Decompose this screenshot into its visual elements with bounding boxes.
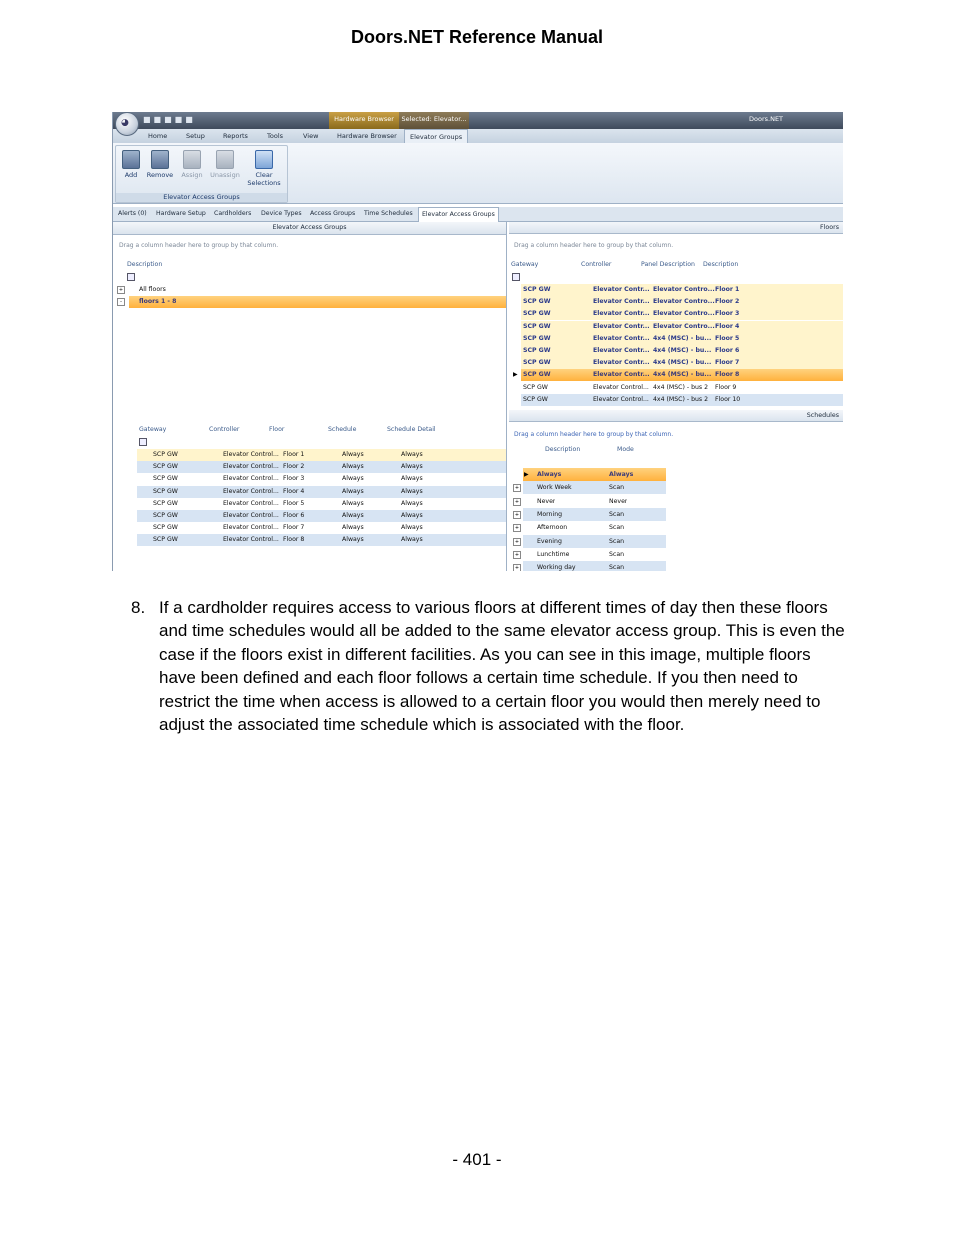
context-tab-selected[interactable]: Selected: Elevator... [399,112,469,129]
tab-cardholders[interactable]: Cardholders [214,210,252,217]
detail-column-header[interactable]: Floor [269,426,285,433]
schedule-cell: Evening [537,537,562,545]
expand-icon[interactable]: + [514,551,520,558]
detail-column-header[interactable]: Schedule [328,426,357,433]
floor-cell: Elevator Contr... [593,359,650,367]
floor-cell: Floor 6 [715,347,740,354]
schedule-row[interactable] [523,481,666,494]
detail-cell: Floor 5 [283,499,305,507]
group-row-all-floors[interactable] [113,284,506,296]
detail-cell: Floor 2 [283,463,305,471]
floors-title: Floors [509,222,843,234]
floor-cell: Floor 8 [715,371,740,379]
tab-device-types[interactable]: Device Types [261,210,302,217]
floor-cell: Elevator Contr... [593,286,650,293]
expand-icon[interactable]: + [514,498,520,505]
schedules-column-header[interactable]: Mode [617,446,634,453]
floor-cell: SCP GW [523,347,551,354]
detail-cell: Always [401,475,423,483]
detail-cell: Elevator Control... [223,512,279,519]
floor-cell: Elevator Contr... [593,310,650,318]
floor-cell: 4x4 (MSC) - bu... [653,371,712,379]
schedule-cell: Scan [609,524,625,532]
group-row-floors-1-8[interactable] [129,296,506,308]
filter-icon[interactable] [512,273,520,281]
assign-label: Assign [181,171,203,179]
tab-elevator-access-groups[interactable]: Elevator Access Groups [418,207,499,222]
schedule-row[interactable] [523,508,666,521]
detail-cell: Always [342,536,364,544]
schedule-cell: Work Week [537,484,572,492]
floor-row[interactable] [521,369,843,381]
detail-row[interactable] [137,486,506,498]
detail-cell: Always [401,499,423,507]
floor-row[interactable] [521,308,843,320]
paragraph-text: If a cardholder requires access to various floors at different times of day then these floors and time schedules would all be added to the same elevator access group. This is even the case if the floors exist in different facilities. As you can see in this image, multiple floors have been defined and each floor follows a certain time schedule. If you then need to restrict the time when access is allowed to a certain floor you would then merely need to adjust the associated time schedule which is associated with the floor. [159,598,845,735]
floor-cell: Floor 2 [715,298,740,306]
floor-cell: 4x4 (MSC) - bus 2 [653,395,709,403]
clear-selections-button[interactable] [246,148,282,187]
detail-cell: Always [342,512,364,519]
detail-cell: Always [342,524,364,532]
floor-cell: Elevator Control... [593,395,649,403]
floor-cell: Floor 7 [715,359,740,367]
expand-icon[interactable]: + [514,538,520,545]
floor-cell: SCP GW [523,286,551,293]
detail-cell: SCP GW [153,524,178,532]
tab-reports[interactable]: Reports [223,132,248,140]
floor-row[interactable] [521,296,843,308]
detail-cell: Elevator Control... [223,487,279,495]
schedule-row[interactable] [523,535,666,548]
floor-cell: SCP GW [523,383,548,391]
detail-cell: Always [401,451,423,458]
app-orb-button[interactable] [115,112,139,136]
detail-cell: SCP GW [153,463,178,471]
detail-cell: Elevator Control... [223,463,279,471]
detail-cell: SCP GW [153,512,178,519]
detail-cell: Elevator Control... [223,475,279,483]
floors-schedules-panel [509,222,843,571]
detail-row[interactable] [137,498,506,510]
floor-cell: SCP GW [523,359,551,367]
detail-row[interactable] [137,510,506,522]
schedule-cell: Always [609,471,634,478]
tab-hardware-setup[interactable]: Hardware Setup [156,210,206,217]
detail-row[interactable] [137,449,506,461]
floors-column-header[interactable]: Controller [581,261,612,268]
expand-icon[interactable]: + [514,511,520,518]
floor-cell: 4x4 (MSC) - bu... [653,347,712,354]
floor-row[interactable] [521,333,843,345]
detail-cell: Always [401,487,423,495]
tab-home[interactable]: Home [148,132,168,140]
schedule-cell: Lunchtime [537,550,570,558]
add-label: Add [124,171,138,179]
add-button[interactable] [116,148,146,179]
left-panel-title: Elevator Access Groups [113,222,506,235]
expand-icon[interactable]: + [514,565,520,571]
detail-cell: Always [401,463,423,471]
tab-alerts[interactable]: Alerts (0) [118,210,147,217]
unassign-icon [216,150,234,169]
schedule-cell: Scan [609,510,625,518]
floor-cell: Elevator Contr... [593,322,650,330]
floor-cell: Elevator Control... [593,383,649,391]
floor-cell: Floor 1 [715,286,740,293]
schedule-cell: Never [537,497,556,505]
assign-button[interactable] [177,148,207,179]
tab-view[interactable]: View [303,132,319,140]
detail-cell: Always [401,536,423,544]
floors-column-header[interactable]: Panel Description [641,261,695,268]
detail-column-header[interactable]: Controller [209,426,240,433]
detail-cell: Always [401,524,423,532]
title-bar [113,112,843,129]
floor-cell: SCP GW [523,322,551,330]
floor-cell: Floor 4 [715,322,740,330]
menu-tabs [113,129,843,143]
detail-cell: Always [401,512,423,519]
clear-selections-icon [255,150,273,169]
schedules-column-header[interactable]: Description [545,446,581,453]
tab-access-groups[interactable]: Access Groups [310,210,356,217]
floor-row[interactable] [521,382,843,394]
sub-tabs [113,207,843,222]
detail-cell: Floor 7 [283,524,305,532]
schedule-cell: Always [537,471,562,478]
unassign-label: Unassign [210,171,240,179]
selected-row-arrow-icon: ▶ [513,371,518,378]
detail-row[interactable] [137,522,506,534]
add-icon [122,150,140,169]
page-number: - 401 - [452,1150,502,1169]
schedule-cell: Afternoon [537,524,568,532]
schedule-cell: Never [609,497,628,505]
schedule-row[interactable] [523,495,666,508]
detail-cell: Always [342,451,364,458]
floor-cell: Elevator Contro... [653,286,715,293]
detail-cell: Always [342,499,364,507]
schedules-title: Schedules [509,410,843,422]
detail-cell: Always [342,463,364,471]
detail-row[interactable] [137,534,506,546]
detail-cell: Elevator Control... [223,524,279,532]
app-screenshot [112,112,843,571]
floor-cell: Elevator Contr... [593,347,650,354]
detail-cell: SCP GW [153,487,178,495]
tab-elevator-groups[interactable]: Elevator Groups [404,129,468,144]
schedule-cell: Scan [609,564,625,571]
floor-cell: Elevator Contro... [653,298,715,306]
schedule-cell: Scan [609,537,625,545]
left-drag-hint: Drag a column header here to group by that column. [119,242,279,249]
detail-cell: Elevator Control... [223,451,279,458]
expand-icon[interactable]: + [118,287,124,293]
detail-cell: Always [342,487,364,495]
paragraph-number: 8. [131,598,146,617]
detail-column-header[interactable]: Schedule Detail [387,426,436,433]
description-column-header[interactable]: Description [127,261,163,268]
detail-row[interactable] [137,473,506,485]
detail-cell: Elevator Control... [223,536,279,544]
floors-column-header[interactable]: Description [703,261,739,268]
floor-cell: Floor 5 [715,334,740,342]
ribbon-group [115,145,288,203]
schedule-row[interactable] [523,548,666,561]
detail-row[interactable] [137,461,506,473]
floor-cell: SCP GW [523,371,551,379]
detail-cell: SCP GW [153,451,178,458]
tab-time-schedules[interactable]: Time Schedules [364,210,413,217]
tab-setup[interactable]: Setup [186,132,205,140]
schedule-cell: Scan [609,550,625,558]
detail-cell: Elevator Control... [223,499,279,507]
document-header: Doors.NET Reference Manual [350,27,604,47]
app-title: Doors.NET [749,115,784,123]
floor-cell: SCP GW [523,310,551,318]
schedules-drag-hint: Drag a column header here to group by that column. [514,431,674,438]
floors-column-header[interactable]: Gateway [511,261,539,268]
floor-cell: Floor 3 [715,310,740,318]
floor-cell: Floor 10 [715,395,741,403]
detail-cell: Floor 1 [283,451,305,458]
detail-cell: Floor 4 [283,487,305,495]
floor-cell: 4x4 (MSC) - bu... [653,334,712,342]
unassign-button[interactable] [210,148,240,179]
floor-cell: Elevator Contro... [653,322,715,330]
floor-cell: SCP GW [523,395,548,403]
remove-label: Remove [146,171,174,179]
detail-cell: Floor 8 [283,536,305,544]
elevator-access-groups-panel [113,222,507,571]
detail-cell: Always [342,475,364,483]
expand-icon[interactable]: + [514,525,520,532]
tab-tools[interactable]: Tools [267,132,284,140]
selected-row-arrow-icon: ▶ [524,471,529,478]
expand-icon[interactable]: + [514,485,520,492]
floor-row[interactable] [521,284,843,296]
schedule-row[interactable] [523,521,666,534]
schedule-row[interactable] [523,561,666,571]
floor-row[interactable] [521,345,843,357]
floor-cell: SCP GW [523,334,551,342]
quick-access-toolbar[interactable]: ■■■■■ [143,115,196,124]
floor-cell: Floor 9 [715,383,737,391]
schedule-cell: Scan [609,484,625,492]
floor-cell: Elevator Contro... [653,310,715,318]
context-tab-hardware[interactable]: Hardware Browser [329,112,399,129]
group-label: floors 1 - 8 [139,298,177,305]
remove-icon [151,150,169,169]
clear-selections-label: Clear Selections [247,171,281,187]
floor-row[interactable] [521,394,843,406]
detail-cell: SCP GW [153,475,178,483]
remove-button[interactable] [145,148,175,179]
filter-icon[interactable] [127,273,135,281]
detail-cell: SCP GW [153,499,178,507]
floor-row[interactable] [521,357,843,369]
assign-icon [183,150,201,169]
floor-cell: Elevator Contr... [593,371,650,379]
tab-hardware-browser[interactable]: Hardware Browser [337,132,397,140]
detail-cell: SCP GW [153,536,178,544]
ribbon-group-caption: Elevator Access Groups [116,193,287,202]
floor-cell: Elevator Contr... [593,334,650,342]
detail-column-header[interactable]: Gateway [139,426,167,433]
detail-cell: Floor 3 [283,475,305,483]
floor-cell: 4x4 (MSC) - bus 2 [653,383,709,391]
ribbon [113,143,843,204]
group-label: All floors [139,286,166,293]
floor-cell: 4x4 (MSC) - bu... [653,359,712,367]
floor-row[interactable] [521,321,843,333]
schedule-row[interactable] [523,468,666,481]
collapse-icon[interactable]: - [117,298,125,306]
app-logo-icon: ◕ [121,118,129,128]
schedule-cell: Working day [537,564,576,571]
floor-cell: Elevator Contr... [593,298,650,306]
filter-icon[interactable] [139,438,147,446]
detail-cell: Floor 6 [283,512,305,519]
floor-cell: SCP GW [523,298,551,306]
floors-drag-hint: Drag a column header here to group by that column. [514,242,674,249]
schedule-cell: Morning [537,510,563,518]
